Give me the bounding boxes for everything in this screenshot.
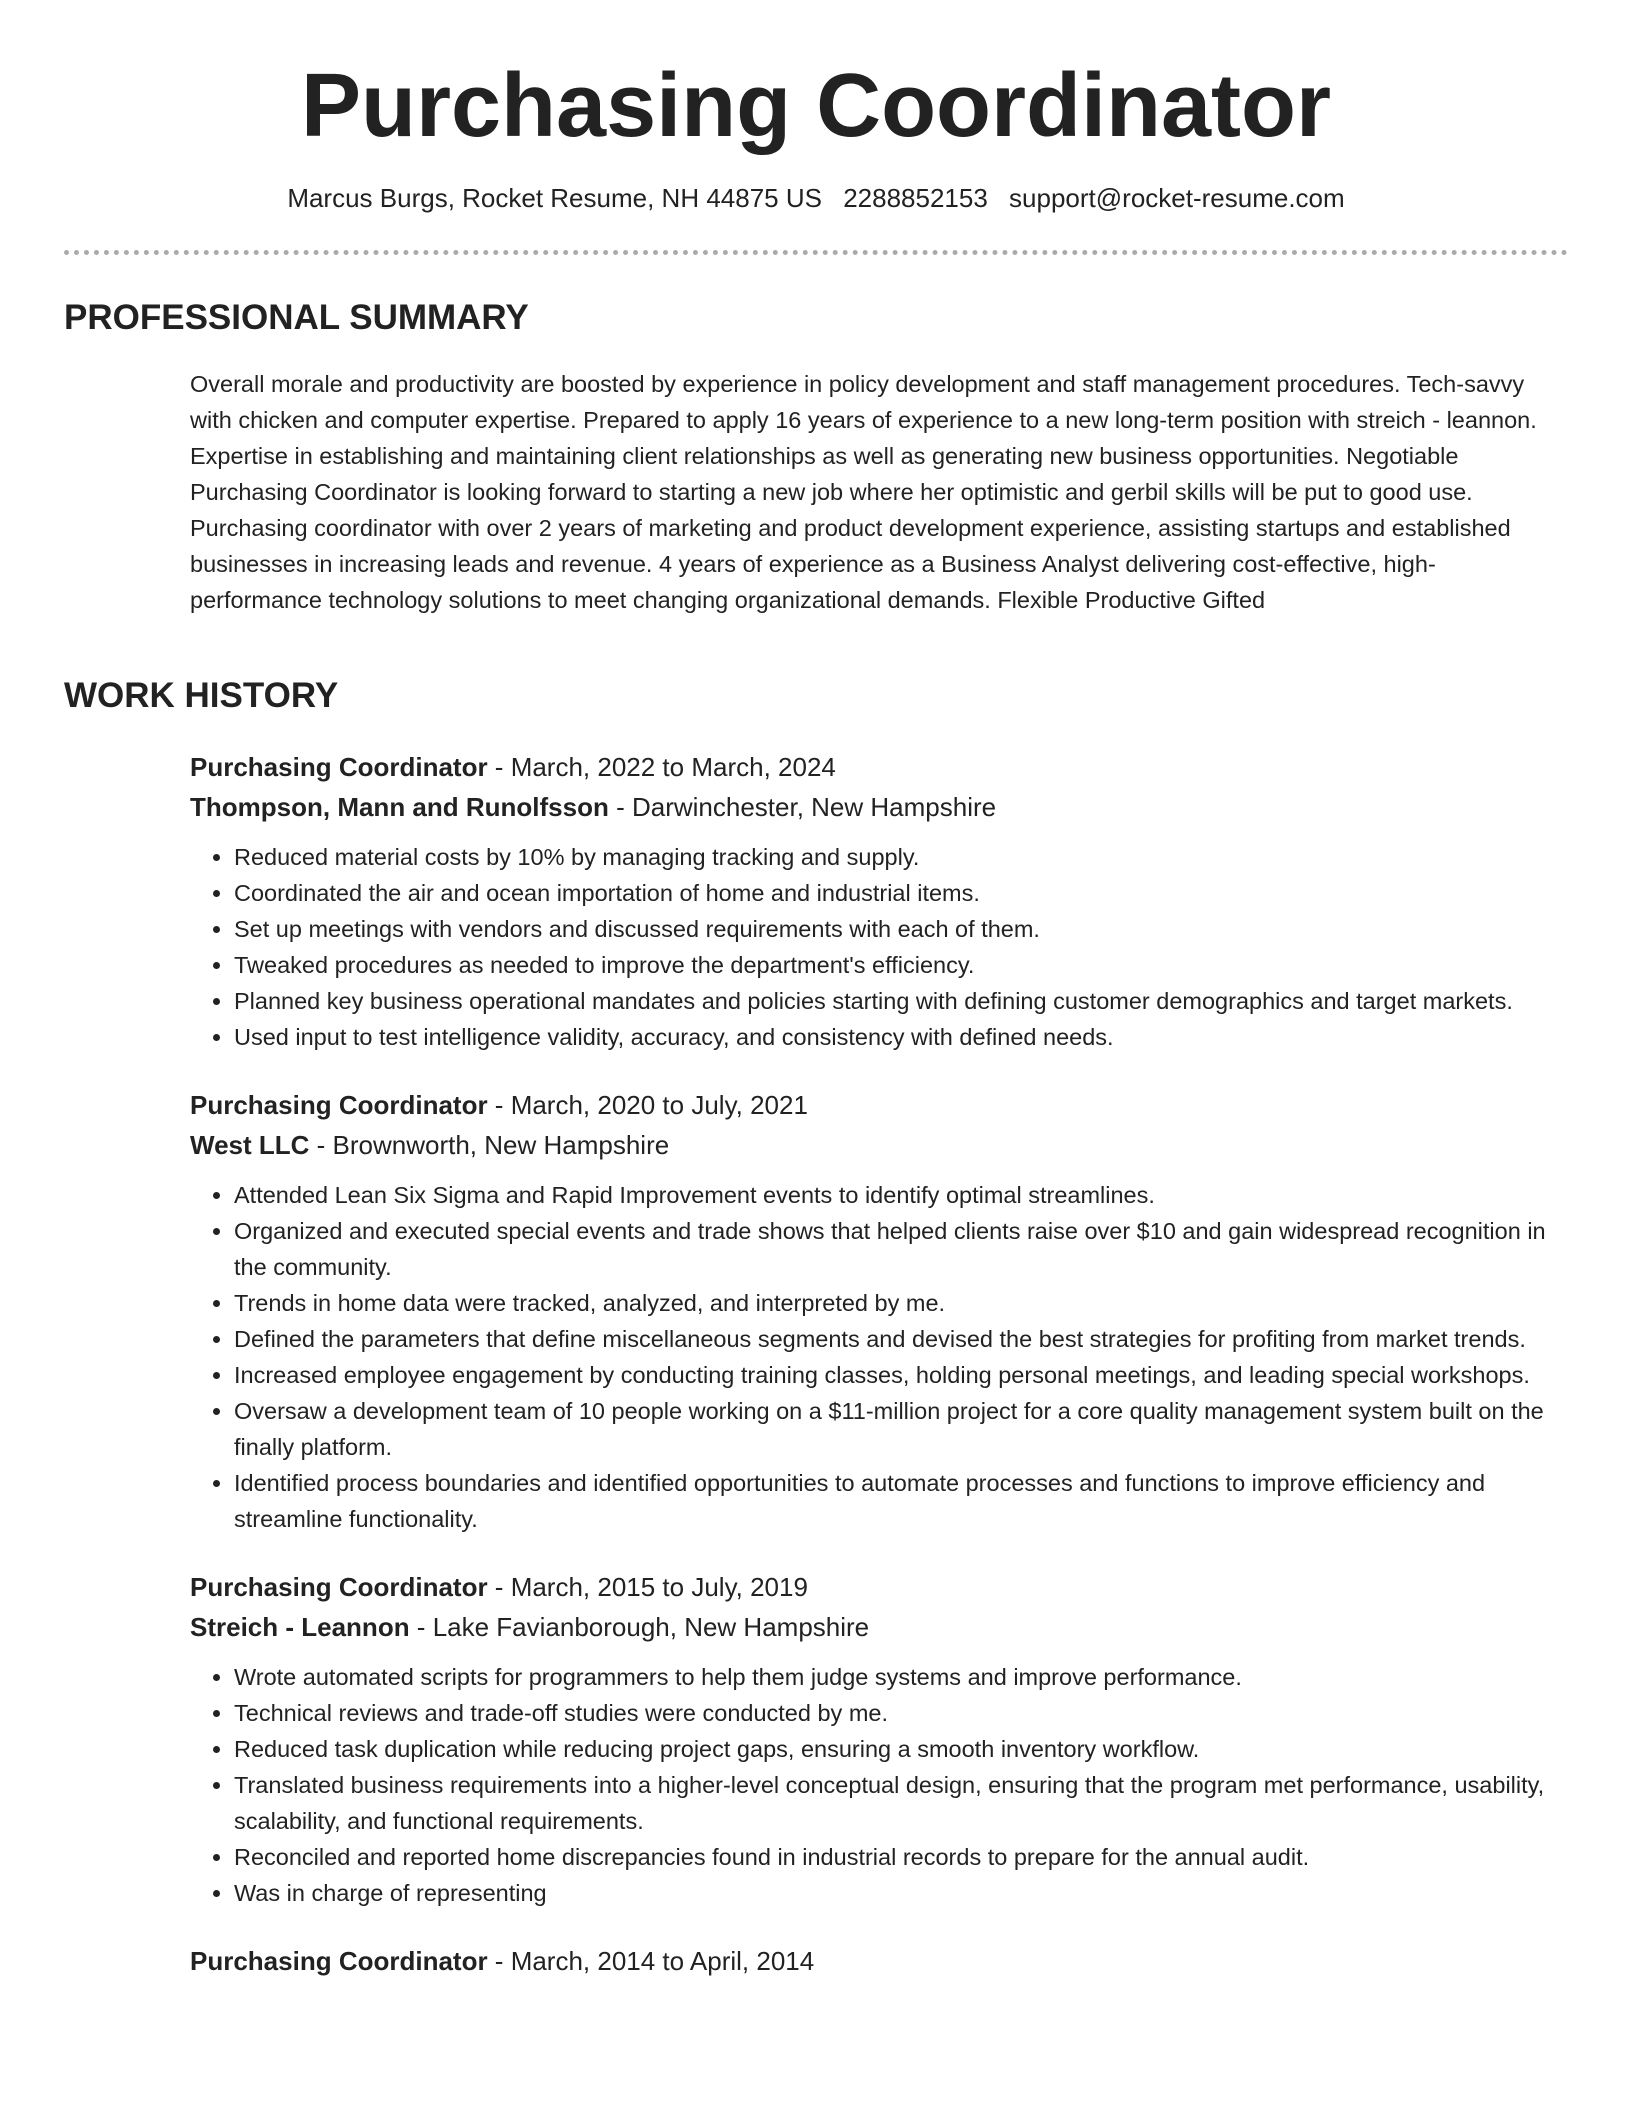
job-bullet: • Technical reviews and trade-off studies were conducted by me.	[234, 1695, 1570, 1731]
job-bullet: • Oversaw a development team of 10 people working on a $11-million project for a core quality management system built on the finally platform.	[234, 1393, 1570, 1465]
resume-title: Purchasing Coordinator	[300, 56, 1332, 156]
contact-phone: 2288852153	[843, 183, 988, 213]
job-bullet-list	[190, 1177, 1570, 1537]
job-bullet-list	[190, 839, 1570, 1055]
job-entry	[190, 1567, 1570, 1911]
job-bullet: • Coordinated the air and ocean importation of home and industrial items.	[234, 875, 1570, 911]
work-history-heading: WORK HISTORY	[64, 676, 339, 715]
job-bullet: • Attended Lean Six Sigma and Rapid Improvement events to identify optimal streamlines.	[234, 1177, 1570, 1213]
job-entry	[190, 1085, 1570, 1537]
job-title: Purchasing Coordinator	[190, 752, 488, 782]
job-bullet: • Reconciled and reported home discrepancies found in industrial records to prepare for the annual audit.	[234, 1839, 1570, 1875]
separator: -	[487, 1572, 511, 1602]
job-title-line	[190, 747, 1570, 787]
job-bullet: • Set up meetings with vendors and discussed requirements with each of them.	[234, 911, 1570, 947]
job-title: Purchasing Coordinator	[190, 1946, 488, 1976]
contact-address: Marcus Burgs, Rocket Resume, NH 44875 US	[287, 183, 822, 213]
separator: -	[409, 1612, 433, 1642]
job-dates: March, 2015 to July, 2019	[510, 1572, 808, 1602]
job-dates: March, 2020 to July, 2021	[510, 1090, 808, 1120]
job-company-line	[190, 1607, 1570, 1647]
job-bullet: • Tweaked procedures as needed to improve the department's efficiency.	[234, 947, 1570, 983]
header-divider	[64, 250, 1568, 255]
job-company: Thompson, Mann and Runolfsson	[190, 792, 609, 822]
summary-text: Overall morale and productivity are boosted by experience in policy development and staff management procedures. Tech-savvy with chicken and computer expertise. Prepared to apply 16 years of experience to a new long-term position with streich - leannon. Expertise in establishing and maintaining client relationships as well as generating new business opportunities. Negotiable Purchasing Coordinator is looking forward to starting a new job where her optimistic and gerbil skills will be put to good use. Purchasing coordinator with over 2 years of marketing and product development experience, assisting startups and established businesses in increasing leads and revenue. 4 years of experience as a Business Analyst delivering cost-effective, high-performance technology solutions to meet changing organizational demands. Flexible Productive Gifted	[190, 371, 1537, 613]
job-entry	[190, 1941, 1570, 1981]
work-history-list	[190, 747, 1570, 2011]
job-location: Lake Favianborough, New Hampshire	[432, 1612, 870, 1642]
job-dates: March, 2022 to March, 2024	[510, 752, 836, 782]
job-bullet: • Organized and executed special events and trade shows that helped clients raise over $10 and gain widespread recognition in the community.	[234, 1213, 1570, 1285]
separator: -	[608, 792, 632, 822]
job-title: Purchasing Coordinator	[190, 1090, 488, 1120]
job-bullet: • Translated business requirements into a higher-level conceptual design, ensuring that the program met performance, usability, scalability, and functional requirements.	[234, 1767, 1570, 1839]
job-company-line	[190, 787, 1570, 827]
job-bullet: • Increased employee engagement by conducting training classes, holding personal meetings, and leading special workshops.	[234, 1357, 1570, 1393]
job-bullet: • Trends in home data were tracked, analyzed, and interpreted by me.	[234, 1285, 1570, 1321]
job-company: West LLC	[190, 1130, 310, 1160]
contact-email: support@rocket-resume.com	[1009, 183, 1345, 213]
job-bullet: • Planned key business operational mandates and policies starting with defining customer demographics and target markets.	[234, 983, 1570, 1019]
summary-heading: PROFESSIONAL SUMMARY	[64, 298, 529, 337]
separator: -	[309, 1130, 333, 1160]
job-title-line	[190, 1085, 1570, 1125]
job-bullet: • Identified process boundaries and identified opportunities to automate processes and functions to improve efficiency and streamline functionality.	[234, 1465, 1570, 1537]
job-title: Purchasing Coordinator	[190, 1572, 488, 1602]
separator: -	[487, 1946, 511, 1976]
job-bullet-list	[190, 1659, 1570, 1911]
contact-line	[0, 180, 1632, 216]
job-company-line	[190, 1125, 1570, 1165]
job-entry	[190, 747, 1570, 1055]
job-title-line	[190, 1567, 1570, 1607]
job-location: Brownworth, New Hampshire	[332, 1130, 670, 1160]
separator: -	[487, 1090, 511, 1120]
job-bullet: • Reduced material costs by 10% by managing tracking and supply.	[234, 839, 1570, 875]
job-bullet: • Used input to test intelligence validity, accuracy, and consistency with defined needs.	[234, 1019, 1570, 1055]
separator: -	[487, 752, 511, 782]
job-bullet: • Reduced task duplication while reducing project gaps, ensuring a smooth inventory workflow.	[234, 1731, 1570, 1767]
job-title-line	[190, 1941, 1570, 1981]
job-dates: March, 2014 to April, 2014	[510, 1946, 815, 1976]
job-bullet: • Wrote automated scripts for programmers to help them judge systems and improve performance.	[234, 1659, 1570, 1695]
job-location: Darwinchester, New Hampshire	[631, 792, 997, 822]
job-bullet: • Was in charge of representing	[234, 1875, 1570, 1911]
job-company: Streich - Leannon	[190, 1612, 410, 1642]
job-bullet: • Defined the parameters that define miscellaneous segments and devised the best strategies for profiting from market trends.	[234, 1321, 1570, 1357]
